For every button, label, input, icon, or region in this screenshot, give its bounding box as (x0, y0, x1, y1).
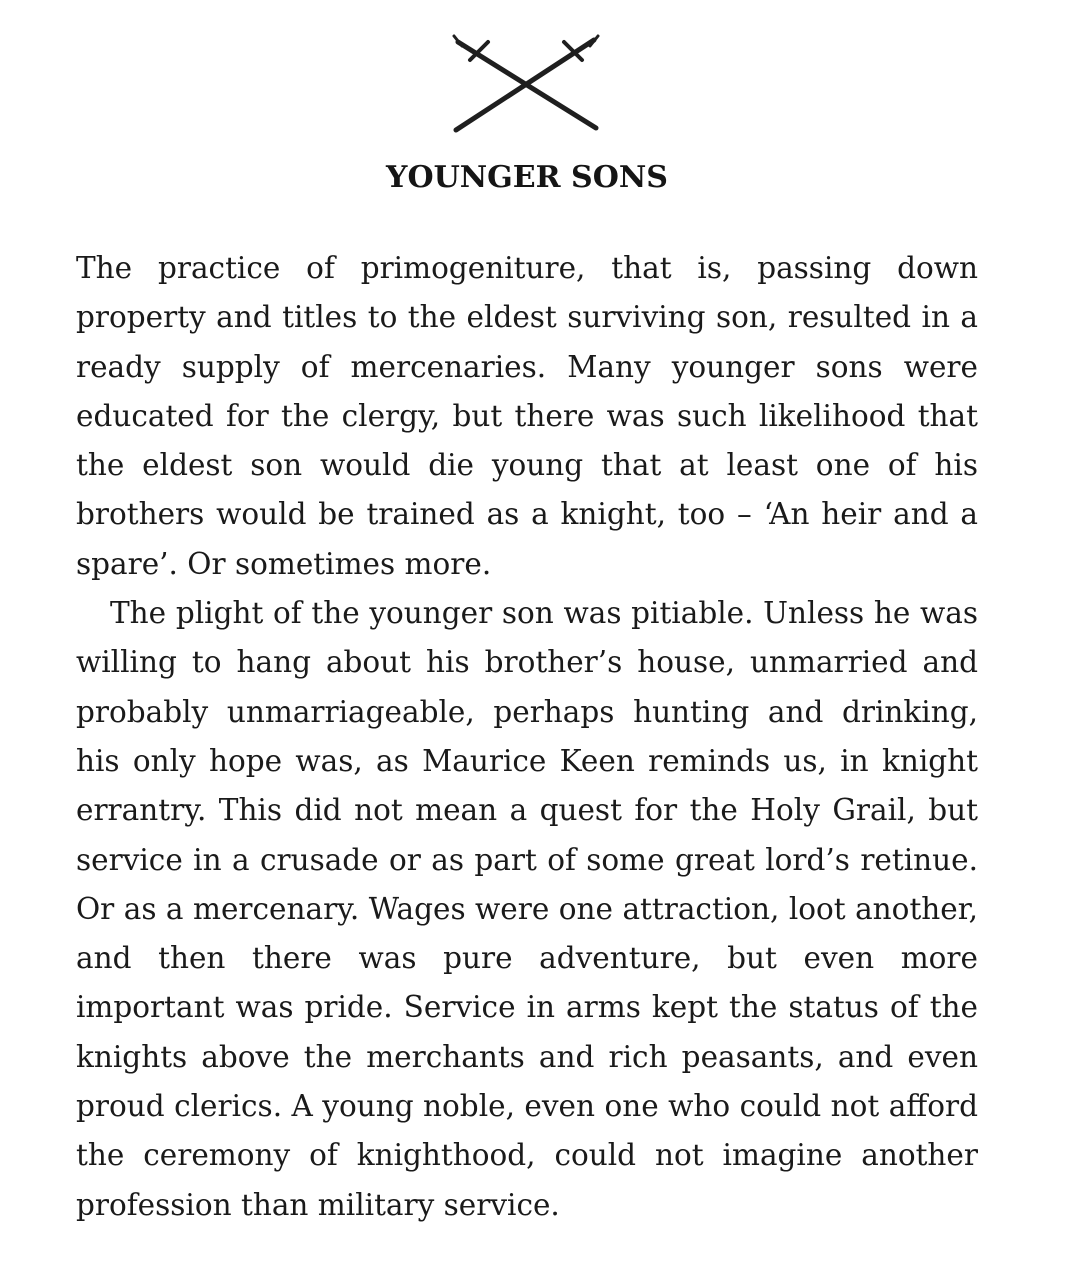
crossed-swords-icon (452, 34, 600, 134)
body-text (76, 244, 978, 1230)
paragraph: The practice of primogeniture, that is, passing down property and titles to the eldest surviving son, resulted in a ready supply of mercenaries. Many younger sons were educated for the clergy, but there was such likelihood that the eldest son would die young that at least one of his brothers would be trained as a knight, too – ‘An heir and a spare’. Or sometimes more. (76, 251, 978, 581)
paragraph: The plight of the younger son was pitiable. Unless he was willing to hang about his brother’s house, unmarried and probably unmarriageable, perhaps hunting and drinking, his only hope was, as Maurice Keen reminds us, in knight errantry. This did not mean a quest for the Holy Grail, but service in a crusade or as part of some great lord’s retinue. Or as a mercenary. Wages were one attraction, loot another, and then there was pure adventure, but even more important was pride. Service in arms kept the status of the knights above the merchants and rich peasants, and even proud clerics. A young noble, even one who could not afford the ceremony of knighthood, could not imagine another profession than military service. (76, 596, 978, 1222)
section-title: YOUNGER SONS (386, 160, 668, 195)
